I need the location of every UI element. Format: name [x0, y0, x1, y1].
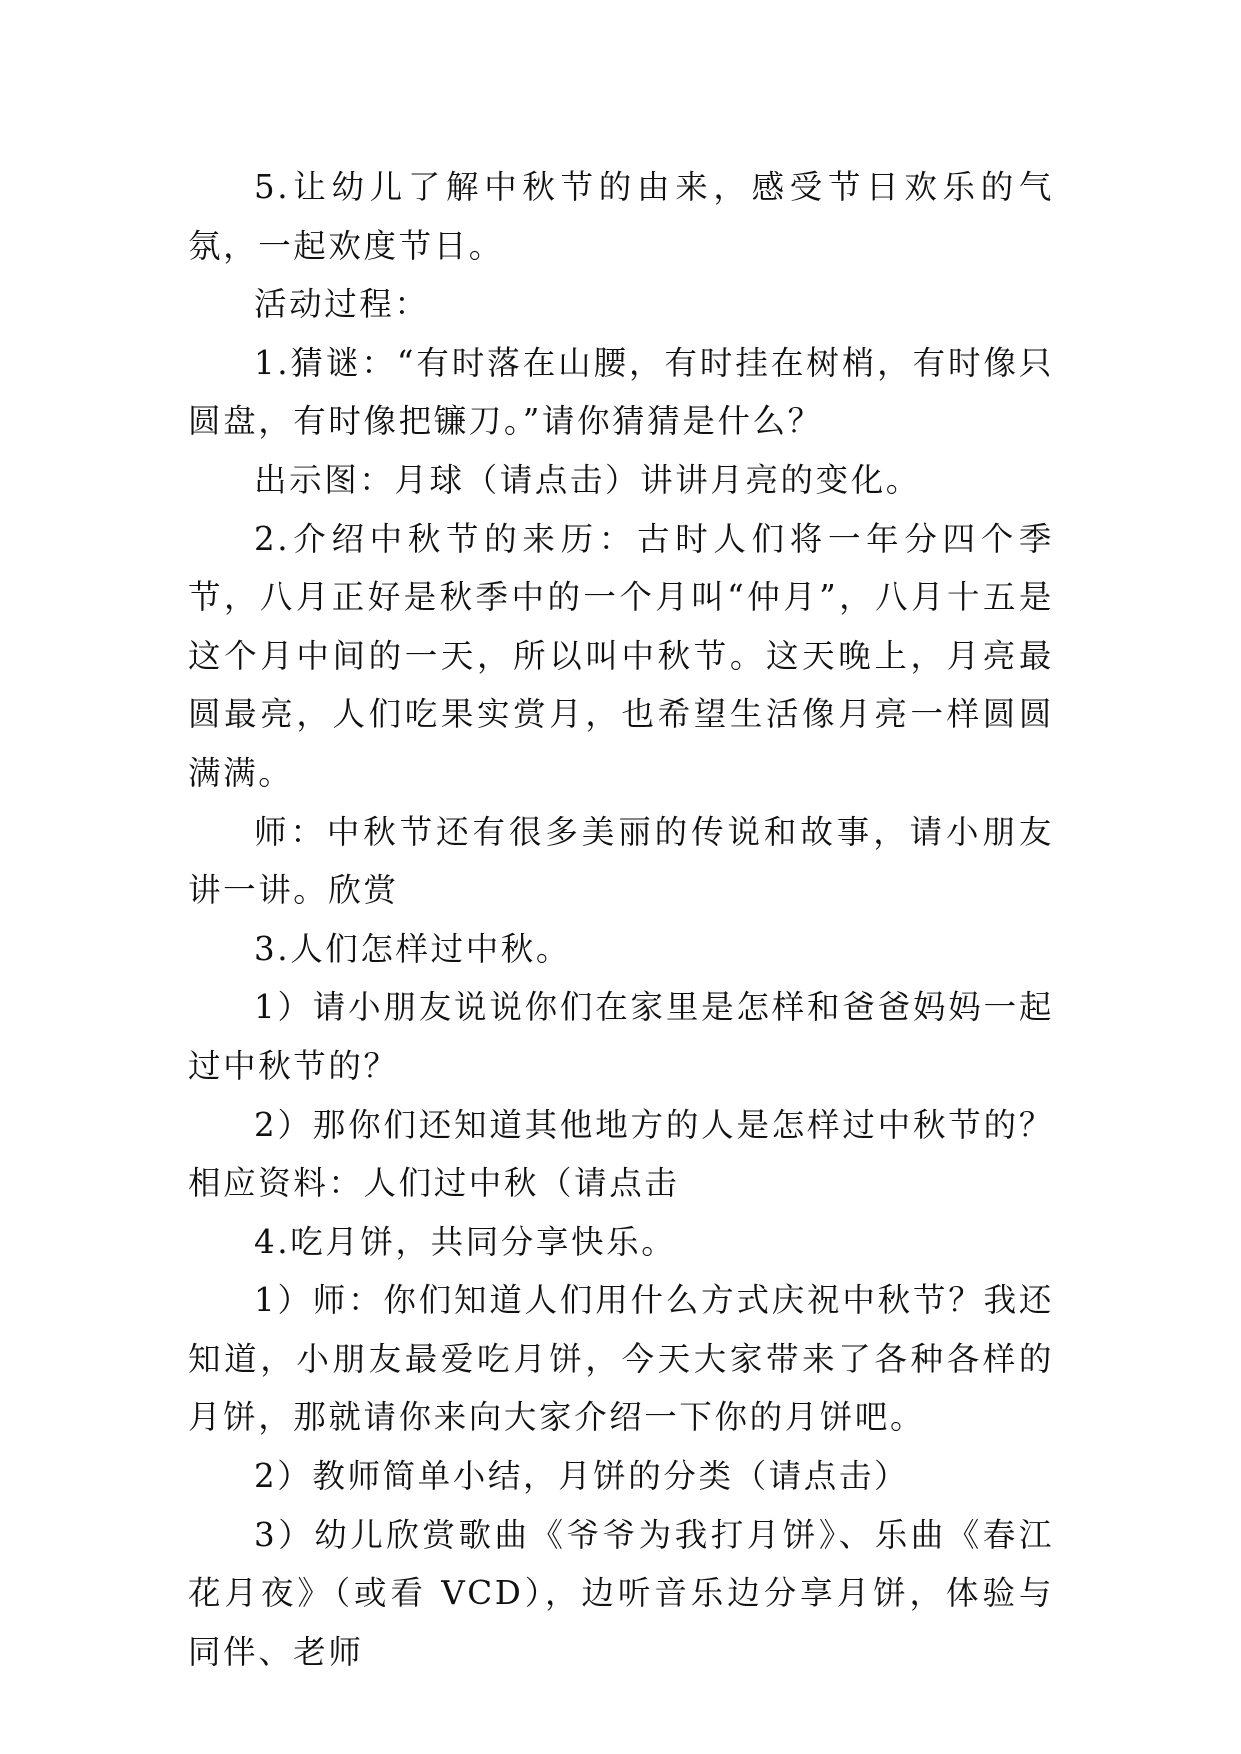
paragraph-how-celebrate: 3.人们怎样过中秋。: [254, 929, 572, 968]
document-body: [188, 158, 1054, 1681]
paragraph-eat-mooncakes: 4.吃月饼，共同分享快乐。: [254, 1222, 677, 1261]
paragraph-celebrate-elsewhere: 2）那你们还知道其他地方的人是怎样过中秋节的？相应资料：人们过中秋（请点击: [188, 1105, 1054, 1203]
paragraph-objective-5: 5.让幼儿了解中秋节的由来，感受节日欢乐的气氛，一起欢度节日。: [188, 168, 1054, 265]
paragraph-festival-origin: 2.介绍中秋节的来历：古时人们将一年分四个季节，八月正好是秋季中的一个月叫“仲月”，八月十五是这个月中间的一天，所以叫中秋节。这天晚上，月亮最圆最亮，人们吃果实赏月，也希望生活像月亮一样圆圆满满。: [188, 519, 1054, 792]
paragraph-teacher-legends: 师：中秋节还有很多美丽的传说和故事，请小朋友讲一讲。欣赏: [188, 812, 1054, 910]
paragraph-mooncake-types: 2）教师简单小结，月饼的分类（请点击）: [254, 1457, 910, 1496]
paragraph-process-heading: 活动过程：: [254, 285, 430, 324]
paragraph-celebrate-home: 1）请小朋友说说你们在家里是怎样和爸爸妈妈一起过中秋节的？: [188, 988, 1054, 1085]
paragraph-riddle: 1.猜谜：“有时落在山腰，有时挂在树梢，有时像只圆盘，有时像把镰刀。”请你猜猜是什么？: [188, 343, 1054, 441]
paragraph-show-moon: 出示图：月球（请点击）讲讲月亮的变化。: [254, 460, 921, 499]
paragraph-music-sharing: 3）幼儿欣赏歌曲《爷爷为我打月饼》、乐曲《春江花月夜》（或看 VCD），边听音乐边分享月饼，体验与同伴、老师: [188, 1515, 1054, 1671]
paragraph-teacher-mooncakes: 1）师：你们知道人们用什么方式庆祝中秋节？我还知道，小朋友最爱吃月饼，今天大家带来了各种各样的月饼，那就请你来向大家介绍一下你的月饼吧。: [188, 1281, 1054, 1437]
